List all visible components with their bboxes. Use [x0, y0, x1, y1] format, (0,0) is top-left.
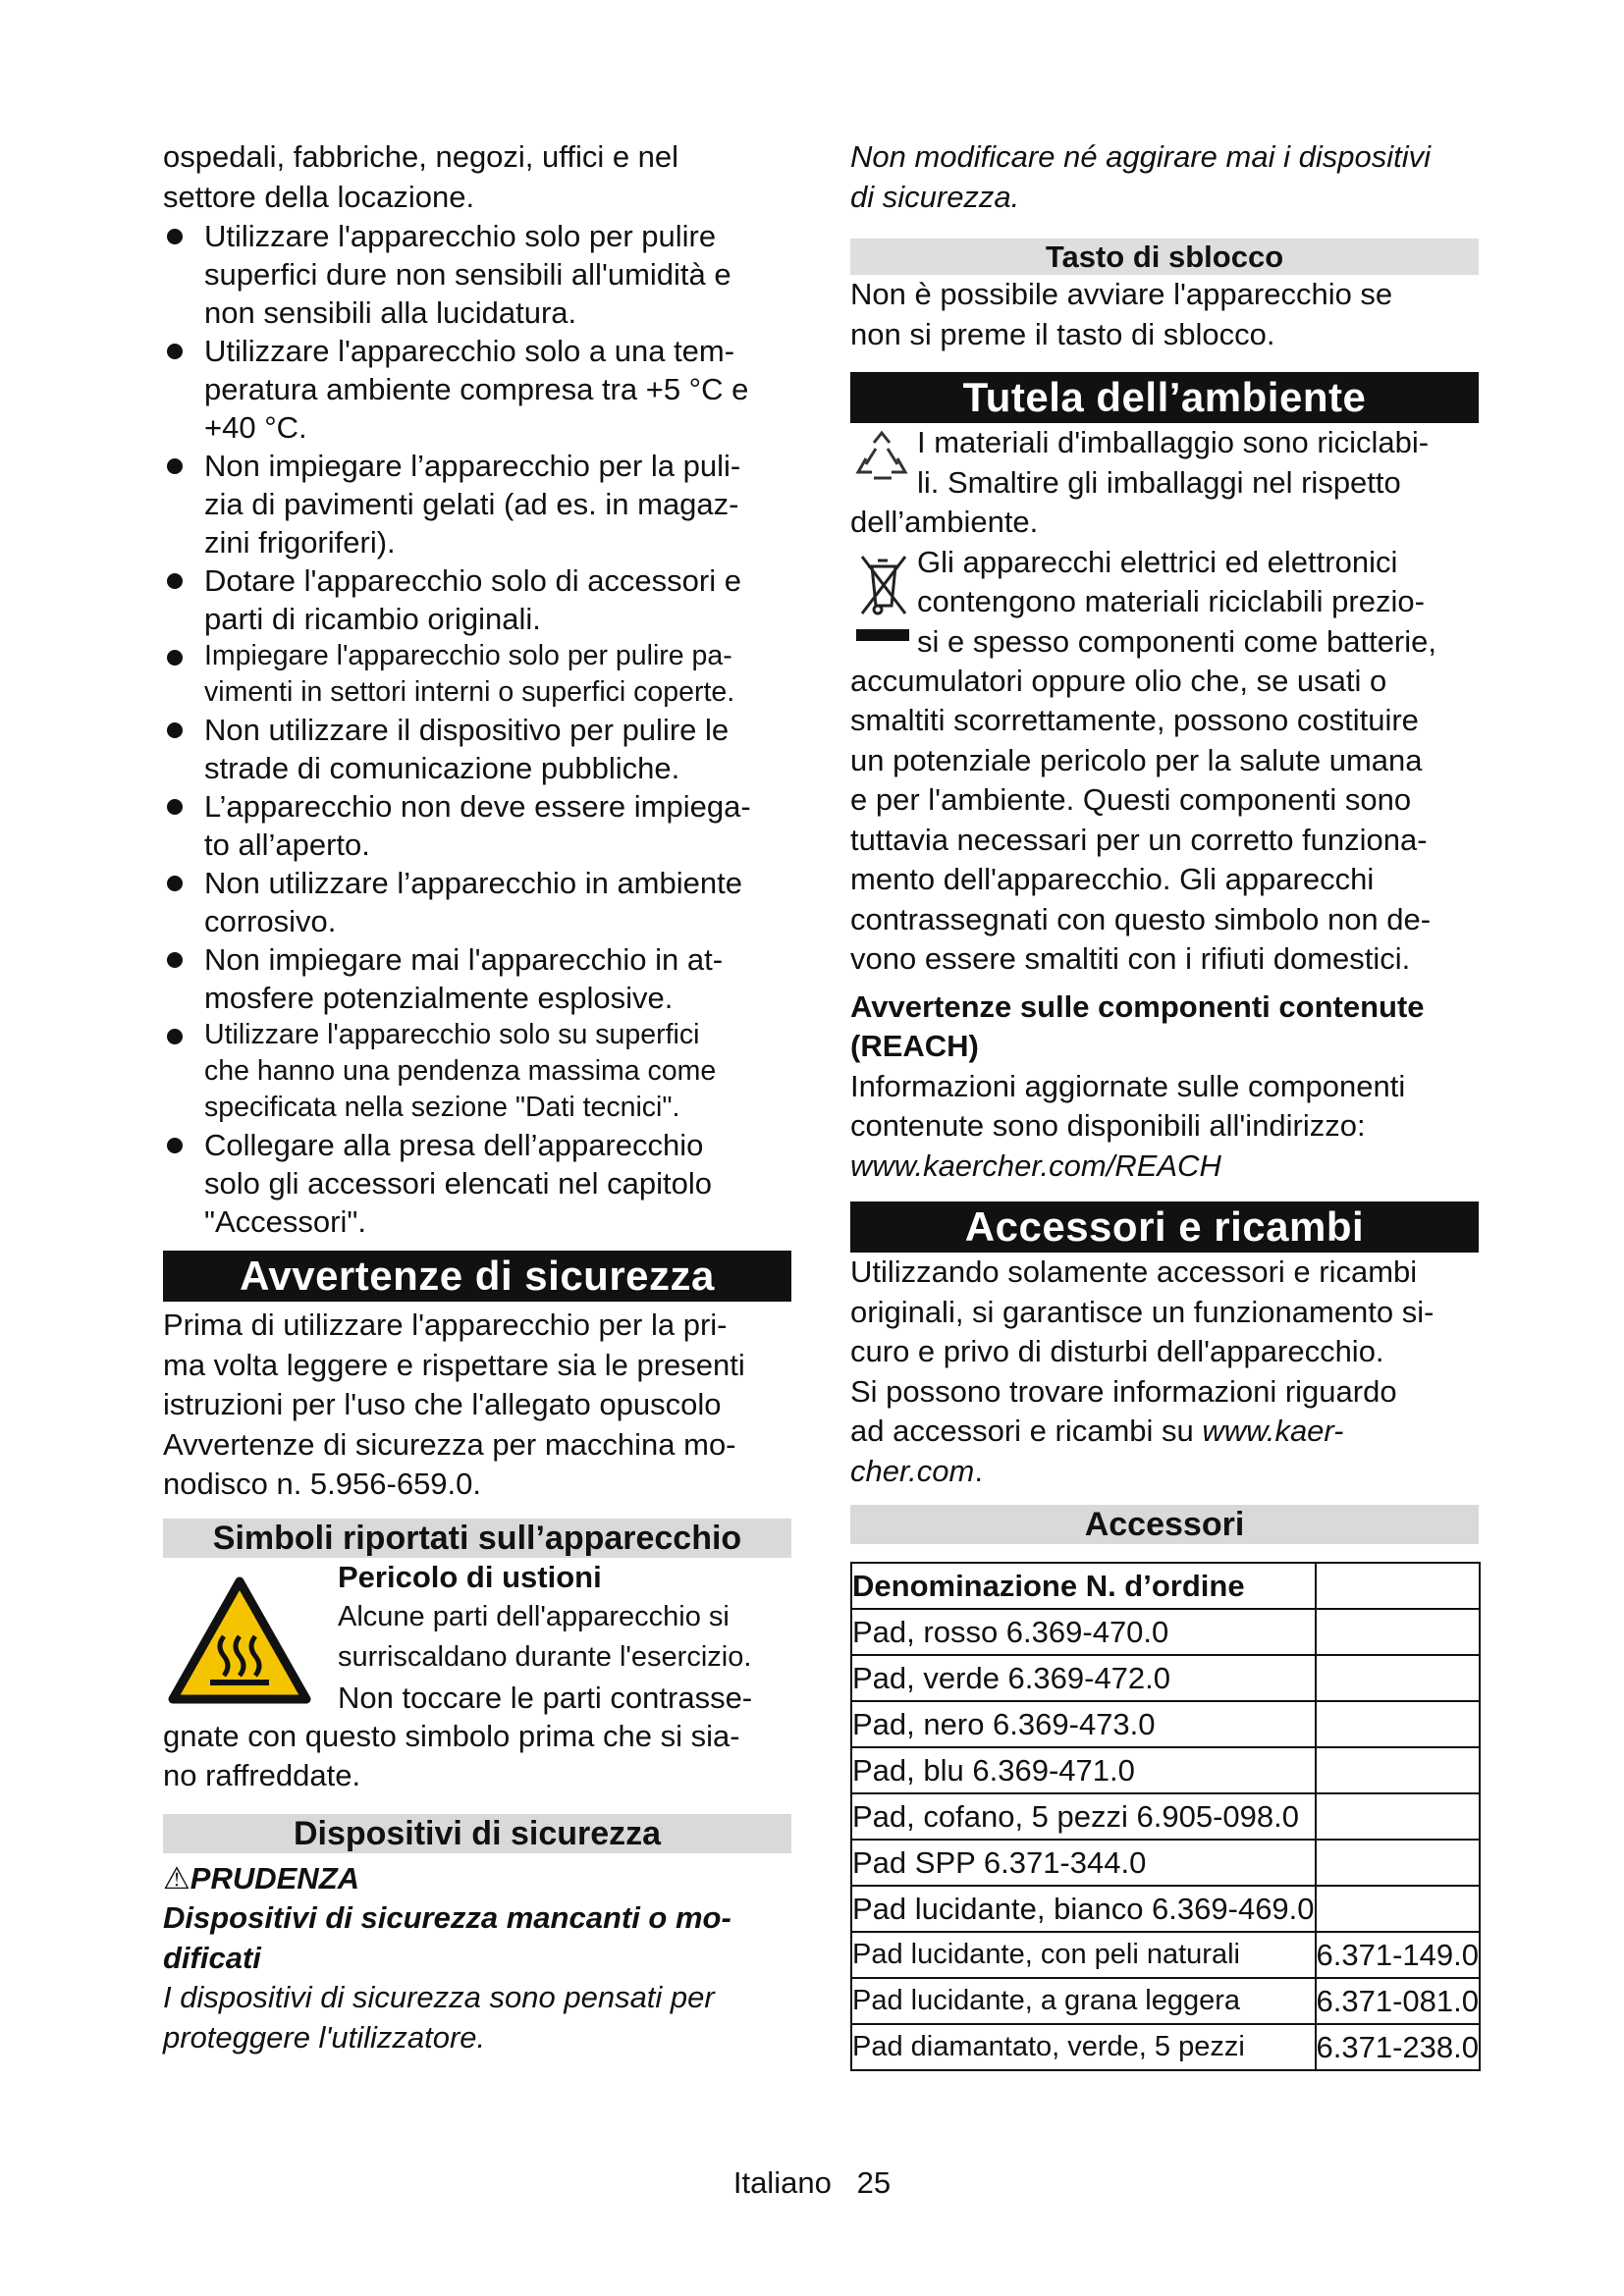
list-item: Dotare l'apparecchio solo di accessori e parti di ricambio originali. — [163, 561, 791, 638]
accessories-table — [850, 1562, 1481, 2071]
text-line: contrassegnati con questo simbolo non de- — [850, 901, 1432, 936]
text-line: originali, si garantisce un funzionamento si- — [850, 1294, 1435, 1329]
list-item: Utilizzare l'apparecchio solo a una tem- peratura ambiente compresa tra +5 °C e +40 °C. — [163, 332, 791, 447]
text-line: tuttavia necessari per un corretto funziona- — [850, 822, 1428, 857]
text-line: no raffreddate. — [163, 1758, 361, 1792]
table-cell: Pad, rosso 6.369-470.0 — [851, 1609, 1316, 1655]
text-line: Avvertenze di sicurezza per macchina mo- — [163, 1426, 736, 1462]
text-line: cher.com. — [850, 1453, 983, 1488]
text-line: smaltiti scorrettamente, possono costituire — [850, 703, 1419, 737]
intro-line: ospedali, fabbriche, negozi, uffici e nel — [163, 139, 679, 174]
reach-link[interactable]: www.kaercher.com/REACH — [850, 1148, 1221, 1183]
text-line: gnate con questo simbolo prima che si sia- — [163, 1718, 740, 1753]
text-line: contenute sono disponibili all'indirizzo: — [850, 1108, 1366, 1143]
caution-tail-line: Non modificare né aggirare mai i dispositivi — [850, 139, 1431, 174]
table-row — [851, 2024, 1480, 2070]
text-line: Si possono trovare informazioni riguardo — [850, 1373, 1397, 1409]
list-item: Non utilizzare il dispositivo per pulire le strade di comunicazione pubbliche. — [163, 711, 791, 787]
text-line: surriscaldano durante l'esercizio. — [338, 1641, 752, 1673]
table-row — [851, 1978, 1480, 2024]
table-header-cell: Denominazione N. d’ordine — [851, 1563, 1316, 1609]
right-column — [850, 137, 1479, 2071]
list-item: Utilizzare l'apparecchio solo su superfici che hanno una pendenza massima come specificata nella sezione "Dati tecnici". — [163, 1017, 791, 1126]
bullet-icon — [167, 458, 183, 474]
recycling-icon — [852, 429, 911, 492]
table-cell — [1316, 1886, 1480, 1932]
table-cell: Pad lucidante, con peli naturali — [851, 1932, 1316, 1978]
bullet-icon — [167, 229, 183, 244]
bullet-icon — [167, 1029, 183, 1044]
table-cell: Pad SPP 6.371-344.0 — [851, 1840, 1316, 1886]
text-line: Non è possibile avviare l'apparecchio se — [850, 277, 1393, 311]
table-cell: Pad, cofano, 5 pezzi 6.905-098.0 — [851, 1793, 1316, 1840]
text-line: Alcune parti dell'apparecchio si — [338, 1601, 730, 1632]
section-heading-environment: Tutela dell’ambiente — [850, 372, 1479, 423]
intro-line: settore della locazione. — [163, 179, 475, 214]
table-cell — [1316, 1701, 1480, 1747]
text-line: Prima di utilizzare l'apparecchio per la pri- — [163, 1308, 728, 1342]
reach-title: (REACH) — [850, 1029, 979, 1063]
text-line: nodisco n. 5.956-659.0. — [163, 1467, 482, 1501]
table-cell: Pad diamantato, verde, 5 pezzi — [851, 2024, 1316, 2070]
caution-text-line: proteggere l'utilizzatore. — [163, 2019, 486, 2055]
bullet-icon — [167, 876, 183, 891]
table-row — [851, 1793, 1480, 1840]
text-line: ma volta leggere e rispettare sia le presenti — [163, 1347, 745, 1382]
hot-surface-warning-icon — [167, 1575, 312, 1705]
list-item: Non impiegare l’apparecchio per la puli- zia di pavimenti gelati (ad es. in magaz- zini frigoriferi). — [163, 447, 791, 561]
table-cell: 6.371-149.0 — [1316, 1932, 1480, 1978]
table-row — [851, 1701, 1480, 1747]
list-item: Non impiegare mai l'apparecchio in at- mosfere potenzialmente esplosive. — [163, 940, 791, 1017]
table-cell: 6.371-081.0 — [1316, 1978, 1480, 2024]
section-heading-safety: Avvertenze di sicurezza — [163, 1251, 791, 1302]
text-line: accumulatori oppure olio che, se usati o — [850, 663, 1387, 698]
subheading-accessories: Accessori — [850, 1505, 1479, 1544]
text-line: Informazioni aggiornate sulle componenti — [850, 1068, 1406, 1103]
list-item: Impiegare l'apparecchio solo per pulire pa- vimenti in settori interni o superfici coperte. — [163, 638, 791, 711]
packaging-recycling-block — [850, 423, 1479, 503]
page-footer — [0, 2163, 1624, 2203]
table-cell — [1316, 1609, 1480, 1655]
text-line: Non toccare le parti contrasse- — [338, 1681, 753, 1715]
text-line: li. Smaltire gli imballaggi nel rispetto — [917, 464, 1401, 500]
table-cell — [1316, 1840, 1480, 1886]
text-line: istruzioni per l'uso che l'allegato opuscolo — [163, 1387, 722, 1421]
table-row — [851, 1747, 1480, 1793]
text-line: contengono materiali riciclabili prezio- — [917, 584, 1425, 618]
subheading-safety-devices: Dispositivi di sicurezza — [163, 1814, 791, 1853]
table-row — [851, 1609, 1480, 1655]
table-cell: Pad, nero 6.369-473.0 — [851, 1701, 1316, 1747]
text-line: I materiali d'imballaggio sono riciclabi- — [917, 425, 1430, 459]
text-line: un potenziale pericolo per la salute umana — [850, 742, 1423, 777]
list-item: Non utilizzare l’apparecchio in ambiente corrosivo. — [163, 864, 791, 940]
left-column — [163, 137, 791, 2057]
table-cell — [1316, 1747, 1480, 1793]
reach-title: Avvertenze sulle componenti contenute — [850, 988, 1425, 1024]
table-cell: 6.371-238.0 — [1316, 2024, 1480, 2070]
caution-title-line: Dispositivi di sicurezza mancanti o mo- — [163, 1900, 731, 1935]
list-item: Collegare alla presa dell’apparecchio solo gli accessori elencati nel capitolo "Accessori". — [163, 1126, 791, 1241]
table-cell: Pad lucidante, bianco 6.369-469.0 — [851, 1886, 1316, 1932]
bullet-icon — [167, 722, 183, 738]
bullet-icon — [167, 344, 183, 359]
bullet-icon — [167, 573, 183, 589]
text-line: mento dell'apparecchio. Gli apparecchi — [850, 862, 1375, 896]
caution-label: ⚠PRUDENZA — [163, 1860, 360, 1896]
bullet-icon — [167, 650, 183, 666]
table-row — [851, 1932, 1480, 1978]
table-cell: Pad lucidante, a grana leggera — [851, 1978, 1316, 2024]
text-line: ad accessori e ricambi su www.kaer- — [850, 1414, 1344, 1448]
warning-triangle-icon: ⚠ — [163, 1860, 190, 1896]
caution-tail-line: di sicurezza. — [850, 179, 1020, 214]
table-cell — [1316, 1793, 1480, 1840]
text-line: e per l'ambiente. Questi componenti sono — [850, 782, 1412, 817]
crossed-out-bin-icon — [852, 547, 913, 657]
table-cell: Pad, blu 6.369-471.0 — [851, 1747, 1316, 1793]
table-row — [851, 1886, 1480, 1932]
table-header-row — [851, 1563, 1480, 1609]
table-cell — [1316, 1655, 1480, 1701]
list-item: L’apparecchio non deve essere impiega- to all’aperto. — [163, 787, 791, 864]
kaercher-link[interactable]: cher.com — [850, 1453, 975, 1488]
subheading-unlock-key: Tasto di sblocco — [850, 239, 1479, 275]
burn-warning-block — [163, 1558, 791, 1717]
caution-text-line: I dispositivi di sicurezza sono pensati per — [163, 1980, 715, 2014]
table-row — [851, 1655, 1480, 1701]
text-line: Gli apparecchi elettrici ed elettronici — [917, 544, 1398, 579]
bullet-icon — [167, 799, 183, 815]
table-header-cell — [1316, 1563, 1480, 1609]
text-line: vono essere smaltiti con i rifiuti domestici. — [850, 941, 1411, 976]
text-line: Utilizzando solamente accessori e ricambi — [850, 1255, 1418, 1289]
text-line: dell’ambiente. — [850, 505, 1039, 539]
table-cell: Pad, verde 6.369-472.0 — [851, 1655, 1316, 1701]
text-line: si e spesso componenti come batterie, — [917, 623, 1436, 659]
text-line: curo e privo di disturbi dell'apparecchio. — [850, 1334, 1384, 1368]
weee-block — [850, 543, 1479, 662]
bullet-icon — [167, 952, 183, 968]
bullet-icon — [167, 1138, 183, 1153]
subheading-symbols: Simboli riportati sull’apparecchio — [163, 1519, 791, 1558]
caution-title-line: dificati — [163, 1940, 261, 1975]
table-row — [851, 1840, 1480, 1886]
page-number: 25 — [856, 2165, 892, 2200]
burn-title: Pericolo di ustioni — [338, 1559, 602, 1594]
footer-language: Italiano — [732, 2165, 832, 2200]
kaercher-link[interactable]: www.kaer- — [1202, 1414, 1344, 1448]
section-heading-accessories-parts: Accessori e ricambi — [850, 1201, 1479, 1253]
list-item: Utilizzare l'apparecchio solo per pulire superfici dure non sensibili all'umidità e non sensibili alla lucidatura. — [163, 217, 791, 332]
text-line: non si preme il tasto di sblocco. — [850, 316, 1275, 351]
